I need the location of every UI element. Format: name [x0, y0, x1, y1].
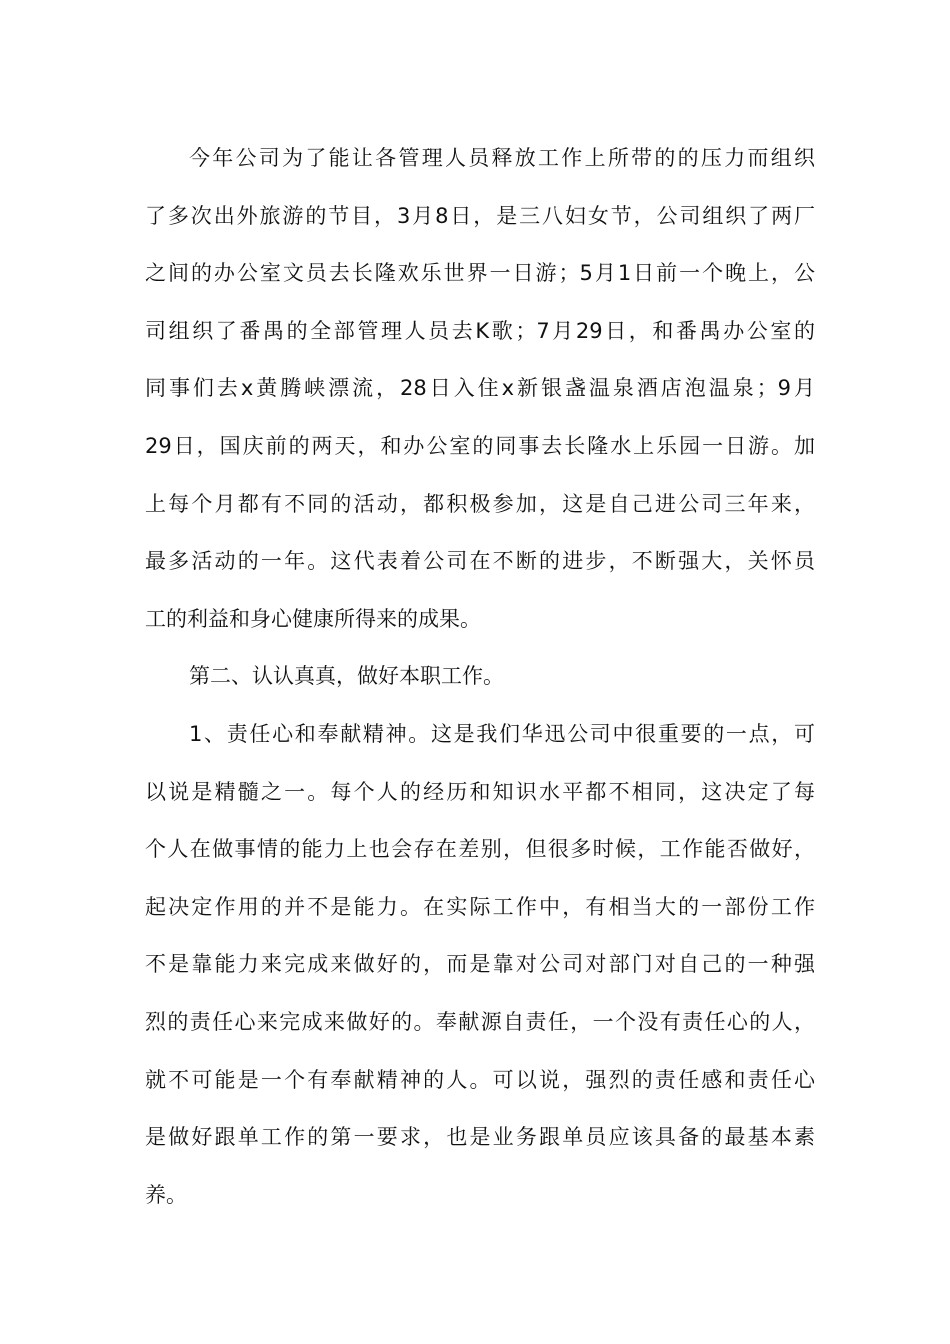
- paragraph-line: 之间的办公室文员去长隆欢乐世界一日游；5月1日前一个晚上，公: [145, 261, 815, 286]
- paragraph-line: 1、责任心和奉献精神。这是我们华迅公司中很重要的一点，可: [189, 721, 815, 746]
- paragraph-line: 养。: [145, 1182, 187, 1207]
- paragraph-line: 工的利益和身心健康所得来的成果。: [145, 606, 481, 631]
- paragraph-line: 烈的责任心来完成来做好的。奉献源自责任，一个没有责任心的人，: [145, 1009, 815, 1034]
- paragraph-line: 29日，国庆前的两天，和办公室的同事去长隆水上乐园一日游。加: [145, 433, 815, 458]
- paragraph-line: 不是靠能力来完成来做好的，而是靠对公司对部门对自己的一种强: [145, 952, 815, 977]
- paragraph-line: 就不可能是一个有奉献精神的人。可以说，强烈的责任感和责任心: [145, 1067, 815, 1092]
- paragraph-line: 个人在做事情的能力上也会存在差别，但很多时候，工作能否做好，: [145, 837, 815, 862]
- section-heading: 第二、认认真真，做好本职工作。: [189, 664, 504, 689]
- paragraph-line: 司组织了番禺的全部管理人员去K歌；7月29日，和番禺办公室的: [145, 318, 815, 343]
- paragraph-line: 今年公司为了能让各管理人员释放工作上所带的的压力而组织: [189, 146, 815, 170]
- paragraph-line: 以说是精髓之一。每个人的经历和知识水平都不相同，这决定了每: [145, 779, 815, 804]
- paragraph-line: 是做好跟单工作的第一要求，也是业务跟单员应该具备的最基本素: [145, 1125, 815, 1150]
- paragraph-line: 起决定作用的并不是能力。在实际工作中，有相当大的一部份工作: [145, 894, 815, 919]
- paragraph-line: 最多活动的一年。这代表着公司在不断的进步，不断强大，关怀员: [145, 549, 815, 574]
- paragraph-line: 同事们去x黄腾峡漂流，28日入住x新银盏温泉酒店泡温泉；9月: [145, 376, 815, 401]
- document-body: [145, 130, 815, 1224]
- paragraph-line: 了多次出外旅游的节目，3月8日，是三八妇女节，公司组织了两厂: [145, 203, 815, 228]
- paragraph-line: 上每个月都有不同的活动，都积极参加，这是自己进公司三年来，: [145, 491, 815, 516]
